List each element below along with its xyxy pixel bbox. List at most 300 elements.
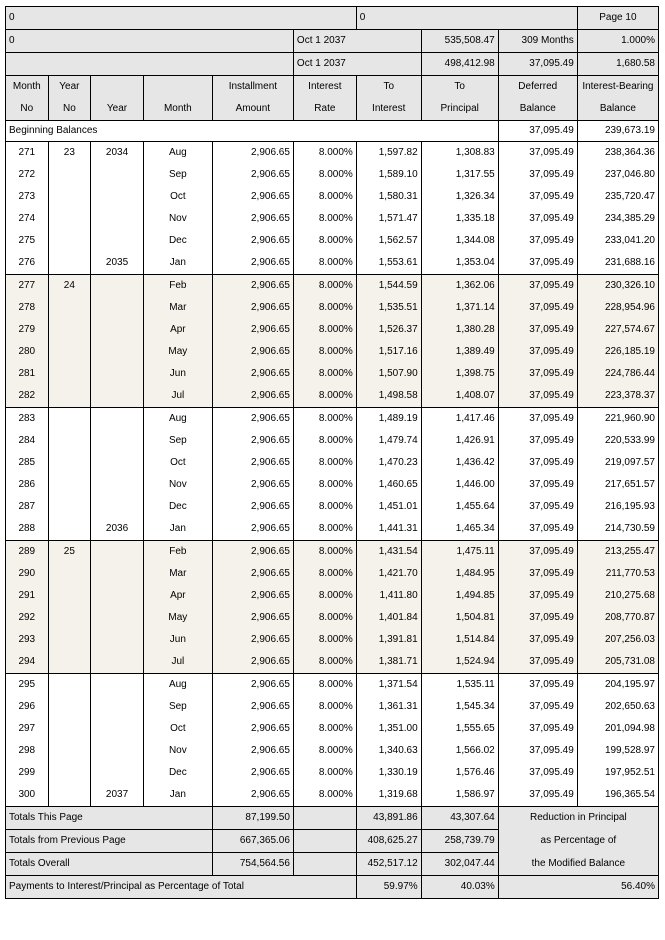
reduction-note: Reduction in Principal	[498, 807, 658, 830]
to-principal: 1,545.34	[421, 696, 498, 718]
to-interest: 1,571.47	[356, 208, 421, 230]
month: Aug	[143, 142, 212, 165]
header-date: Oct 1 2037	[293, 30, 421, 53]
header-rate: 1.000%	[577, 30, 658, 53]
year-no	[48, 385, 91, 408]
year-no	[48, 563, 91, 585]
to-interest: 1,526.37	[356, 319, 421, 341]
header-deferred: 37,095.49	[498, 53, 577, 76]
to-principal: 1,308.83	[421, 142, 498, 165]
interest-rate: 8.000%	[293, 563, 356, 585]
table-row	[6, 385, 659, 408]
month: Feb	[143, 275, 212, 298]
interest-bearing-balance: 235,720.47	[577, 186, 658, 208]
interest-bearing-balance: 226,185.19	[577, 341, 658, 363]
interest-rate: 8.000%	[293, 674, 356, 697]
deferred-balance: 37,095.49	[498, 651, 577, 674]
installment-amount: 2,906.65	[212, 585, 293, 607]
year	[91, 408, 144, 431]
year-no	[48, 208, 91, 230]
month-no: 292	[6, 607, 49, 629]
to-interest: 1,401.84	[356, 607, 421, 629]
to-interest: 1,451.01	[356, 496, 421, 518]
year	[91, 496, 144, 518]
column-header-bottom	[6, 98, 659, 121]
month-no: 300	[6, 784, 49, 807]
installment-amount: 2,906.65	[212, 164, 293, 186]
table-row	[6, 629, 659, 651]
totals-label: Totals This Page	[6, 807, 213, 830]
month: Nov	[143, 474, 212, 496]
totals-interest: 43,891.86	[356, 807, 421, 830]
column-header: Rate	[293, 98, 356, 121]
installment-amount: 2,906.65	[212, 762, 293, 784]
installment-amount: 2,906.65	[212, 385, 293, 408]
month-no: 289	[6, 541, 49, 564]
column-header: Amount	[212, 98, 293, 121]
month-no: 287	[6, 496, 49, 518]
month: Apr	[143, 585, 212, 607]
to-principal: 1,398.75	[421, 363, 498, 385]
table-row	[6, 762, 659, 784]
year	[91, 718, 144, 740]
interest-bearing-balance: 228,954.96	[577, 297, 658, 319]
year-no: 24	[48, 275, 91, 298]
installment-amount: 2,906.65	[212, 230, 293, 252]
deferred-balance: 37,095.49	[498, 629, 577, 651]
interest-rate: 8.000%	[293, 518, 356, 541]
totals-installment: 754,564.56	[212, 853, 293, 876]
deferred-balance: 37,095.49	[498, 563, 577, 585]
year	[91, 363, 144, 385]
beginning-balance: 239,673.19	[577, 121, 658, 142]
year: 2036	[91, 518, 144, 541]
table-row	[6, 518, 659, 541]
installment-amount: 2,906.65	[212, 496, 293, 518]
installment-amount: 2,906.65	[212, 275, 293, 298]
year	[91, 696, 144, 718]
totals-blank	[293, 853, 356, 876]
to-principal: 1,494.85	[421, 585, 498, 607]
installment-amount: 2,906.65	[212, 740, 293, 762]
year-no	[48, 674, 91, 697]
totals-label: Totals Overall	[6, 853, 213, 876]
column-header	[143, 76, 212, 99]
interest-rate: 8.000%	[293, 275, 356, 298]
table-row	[6, 784, 659, 807]
to-interest: 1,330.19	[356, 762, 421, 784]
to-principal: 1,484.95	[421, 563, 498, 585]
interest-bearing-balance: 234,385.29	[577, 208, 658, 230]
month-no: 278	[6, 297, 49, 319]
to-interest: 1,381.71	[356, 651, 421, 674]
column-header-top	[6, 76, 659, 99]
interest-bearing-balance: 219,097.57	[577, 452, 658, 474]
deferred-balance: 37,095.49	[498, 452, 577, 474]
year	[91, 341, 144, 363]
column-header: Installment	[212, 76, 293, 99]
totals-interest: 408,625.27	[356, 830, 421, 853]
month-no: 298	[6, 740, 49, 762]
month-no: 271	[6, 142, 49, 165]
month: Dec	[143, 496, 212, 518]
to-interest: 1,489.19	[356, 408, 421, 431]
month: May	[143, 341, 212, 363]
interest-bearing-balance: 213,255.47	[577, 541, 658, 564]
header-amount: 498,412.98	[421, 53, 498, 76]
table-row	[6, 452, 659, 474]
header-months: 309 Months	[498, 30, 577, 53]
installment-amount: 2,906.65	[212, 474, 293, 496]
deferred-balance: 37,095.49	[498, 762, 577, 784]
table-row	[6, 696, 659, 718]
table-row	[6, 208, 659, 230]
to-interest: 1,340.63	[356, 740, 421, 762]
interest-rate: 8.000%	[293, 408, 356, 431]
installment-amount: 2,906.65	[212, 784, 293, 807]
to-principal: 1,475.11	[421, 541, 498, 564]
to-interest: 1,421.70	[356, 563, 421, 585]
to-principal: 1,504.81	[421, 607, 498, 629]
interest-rate: 8.000%	[293, 430, 356, 452]
month-no: 297	[6, 718, 49, 740]
year-no	[48, 319, 91, 341]
to-interest: 1,553.61	[356, 252, 421, 275]
year-no	[48, 474, 91, 496]
amortization-table	[5, 6, 659, 899]
table-row	[6, 718, 659, 740]
table-row	[6, 164, 659, 186]
to-interest: 1,361.31	[356, 696, 421, 718]
table-row	[6, 408, 659, 431]
month: Jan	[143, 784, 212, 807]
year	[91, 275, 144, 298]
month: Mar	[143, 297, 212, 319]
installment-amount: 2,906.65	[212, 252, 293, 275]
to-interest: 1,562.57	[356, 230, 421, 252]
installment-amount: 2,906.65	[212, 718, 293, 740]
deferred-balance: 37,095.49	[498, 363, 577, 385]
to-principal: 1,426.91	[421, 430, 498, 452]
header-cell-b: 0	[356, 7, 577, 30]
deferred-balance: 37,095.49	[498, 784, 577, 807]
deferred-balance: 37,095.49	[498, 208, 577, 230]
reduction-percentage: 56.40%	[498, 876, 658, 899]
column-header: No	[6, 98, 49, 121]
page-number: Page 10	[577, 7, 658, 30]
deferred-balance: 37,095.49	[498, 297, 577, 319]
month: Sep	[143, 696, 212, 718]
deferred-balance: 37,095.49	[498, 740, 577, 762]
to-interest: 1,351.00	[356, 718, 421, 740]
year-no	[48, 408, 91, 431]
interest-rate: 8.000%	[293, 452, 356, 474]
to-interest: 1,319.68	[356, 784, 421, 807]
year-no	[48, 252, 91, 275]
to-interest: 1,479.74	[356, 430, 421, 452]
to-principal: 1,335.18	[421, 208, 498, 230]
amortization-schedule-page	[5, 6, 659, 899]
interest-rate: 8.000%	[293, 784, 356, 807]
year-no	[48, 784, 91, 807]
interest-rate: 8.000%	[293, 496, 356, 518]
to-principal: 1,353.04	[421, 252, 498, 275]
table-row	[6, 563, 659, 585]
month-no: 293	[6, 629, 49, 651]
totals-blank	[293, 830, 356, 853]
month-no: 275	[6, 230, 49, 252]
year-no	[48, 186, 91, 208]
header-row-1	[6, 7, 659, 30]
table-row	[6, 585, 659, 607]
year	[91, 297, 144, 319]
beginning-deferred: 37,095.49	[498, 121, 577, 142]
month: Oct	[143, 718, 212, 740]
header-row-2	[6, 30, 659, 53]
month: Jan	[143, 252, 212, 275]
installment-amount: 2,906.65	[212, 541, 293, 564]
column-header: To	[421, 76, 498, 99]
month-no: 272	[6, 164, 49, 186]
column-header: Balance	[577, 98, 658, 121]
totals-principal: 43,307.64	[421, 807, 498, 830]
year	[91, 474, 144, 496]
month: Mar	[143, 563, 212, 585]
to-interest: 1,391.81	[356, 629, 421, 651]
table-row	[6, 275, 659, 298]
year-no	[48, 762, 91, 784]
deferred-balance: 37,095.49	[498, 541, 577, 564]
to-principal: 1,317.55	[421, 164, 498, 186]
year-no	[48, 164, 91, 186]
to-principal: 1,535.11	[421, 674, 498, 697]
to-interest: 1,498.58	[356, 385, 421, 408]
interest-bearing-balance: 199,528.97	[577, 740, 658, 762]
year	[91, 607, 144, 629]
year	[91, 452, 144, 474]
to-principal: 1,417.46	[421, 408, 498, 431]
year	[91, 319, 144, 341]
deferred-balance: 37,095.49	[498, 430, 577, 452]
month-no: 299	[6, 762, 49, 784]
column-header	[91, 76, 144, 99]
column-header: Year	[48, 76, 91, 99]
to-principal: 1,326.34	[421, 186, 498, 208]
year-no	[48, 696, 91, 718]
interest-bearing-balance: 211,770.53	[577, 563, 658, 585]
table-row	[6, 252, 659, 275]
percentage-label: Payments to Interest/Principal as Percentage of Total	[6, 876, 357, 899]
interest-rate: 8.000%	[293, 585, 356, 607]
installment-amount: 2,906.65	[212, 363, 293, 385]
to-principal: 1,455.64	[421, 496, 498, 518]
month: Jul	[143, 385, 212, 408]
deferred-balance: 37,095.49	[498, 718, 577, 740]
installment-amount: 2,906.65	[212, 651, 293, 674]
column-header: To	[356, 76, 421, 99]
month: Sep	[143, 164, 212, 186]
month: Dec	[143, 230, 212, 252]
year	[91, 430, 144, 452]
column-header: Deferred	[498, 76, 577, 99]
to-principal: 1,362.06	[421, 275, 498, 298]
percentage-interest: 59.97%	[356, 876, 421, 899]
to-principal: 1,371.14	[421, 297, 498, 319]
year-no	[48, 585, 91, 607]
installment-amount: 2,906.65	[212, 696, 293, 718]
interest-bearing-balance: 220,533.99	[577, 430, 658, 452]
totals-interest: 452,517.12	[356, 853, 421, 876]
interest-bearing-balance: 196,365.54	[577, 784, 658, 807]
to-principal: 1,436.42	[421, 452, 498, 474]
year	[91, 563, 144, 585]
interest-rate: 8.000%	[293, 607, 356, 629]
header-row-3	[6, 53, 659, 76]
month: Dec	[143, 762, 212, 784]
totals-label: Totals from Previous Page	[6, 830, 213, 853]
interest-bearing-balance: 230,326.10	[577, 275, 658, 298]
table-row	[6, 474, 659, 496]
table-row	[6, 740, 659, 762]
to-interest: 1,517.16	[356, 341, 421, 363]
to-principal: 1,524.94	[421, 651, 498, 674]
column-header: Interest-Bearing	[577, 76, 658, 99]
installment-amount: 2,906.65	[212, 674, 293, 697]
installment-amount: 2,906.65	[212, 186, 293, 208]
year	[91, 541, 144, 564]
year: 2035	[91, 252, 144, 275]
interest-rate: 8.000%	[293, 474, 356, 496]
interest-bearing-balance: 210,275.68	[577, 585, 658, 607]
interest-rate: 8.000%	[293, 696, 356, 718]
totals-installment: 667,365.06	[212, 830, 293, 853]
totals-principal: 302,047.44	[421, 853, 498, 876]
interest-rate: 8.000%	[293, 629, 356, 651]
column-header: No	[48, 98, 91, 121]
month-no: 279	[6, 319, 49, 341]
year-no	[48, 341, 91, 363]
year	[91, 385, 144, 408]
interest-rate: 8.000%	[293, 208, 356, 230]
column-header: Principal	[421, 98, 498, 121]
table-row	[6, 230, 659, 252]
month-no: 276	[6, 252, 49, 275]
interest-bearing-balance: 223,378.37	[577, 385, 658, 408]
year-no	[48, 718, 91, 740]
to-interest: 1,580.31	[356, 186, 421, 208]
month: Aug	[143, 408, 212, 431]
installment-amount: 2,906.65	[212, 142, 293, 165]
year	[91, 762, 144, 784]
month-no: 294	[6, 651, 49, 674]
month: Oct	[143, 186, 212, 208]
deferred-balance: 37,095.49	[498, 385, 577, 408]
interest-bearing-balance: 208,770.87	[577, 607, 658, 629]
month: Oct	[143, 452, 212, 474]
year	[91, 186, 144, 208]
installment-amount: 2,906.65	[212, 208, 293, 230]
year-no	[48, 297, 91, 319]
column-header: Month	[6, 76, 49, 99]
interest-rate: 8.000%	[293, 252, 356, 275]
to-principal: 1,586.97	[421, 784, 498, 807]
month-no: 284	[6, 430, 49, 452]
year	[91, 208, 144, 230]
table-row	[6, 541, 659, 564]
header-blank	[6, 53, 294, 76]
interest-bearing-balance: 233,041.20	[577, 230, 658, 252]
month-no: 290	[6, 563, 49, 585]
deferred-balance: 37,095.49	[498, 252, 577, 275]
interest-bearing-balance: 237,046.80	[577, 164, 658, 186]
interest-bearing-balance: 231,688.16	[577, 252, 658, 275]
table-row	[6, 319, 659, 341]
to-interest: 1,589.10	[356, 164, 421, 186]
table-row	[6, 363, 659, 385]
year: 2037	[91, 784, 144, 807]
installment-amount: 2,906.65	[212, 518, 293, 541]
year	[91, 651, 144, 674]
month-no: 280	[6, 341, 49, 363]
month-no: 295	[6, 674, 49, 697]
interest-bearing-balance: 238,364.36	[577, 142, 658, 165]
column-header: Year	[91, 98, 144, 121]
month-no: 288	[6, 518, 49, 541]
interest-bearing-balance: 221,960.90	[577, 408, 658, 431]
table-row	[6, 186, 659, 208]
interest-rate: 8.000%	[293, 142, 356, 165]
totals-installment: 87,199.50	[212, 807, 293, 830]
header-date: Oct 1 2037	[293, 53, 421, 76]
interest-rate: 8.000%	[293, 541, 356, 564]
totals-overall-row	[6, 853, 659, 876]
year	[91, 585, 144, 607]
month: Feb	[143, 541, 212, 564]
deferred-balance: 37,095.49	[498, 674, 577, 697]
totals-this-page-row	[6, 807, 659, 830]
month-no: 286	[6, 474, 49, 496]
month-no: 296	[6, 696, 49, 718]
month: Aug	[143, 674, 212, 697]
interest-bearing-balance: 197,952.51	[577, 762, 658, 784]
month: Jun	[143, 629, 212, 651]
to-principal: 1,555.65	[421, 718, 498, 740]
year-no	[48, 629, 91, 651]
totals-principal: 258,739.79	[421, 830, 498, 853]
to-principal: 1,344.08	[421, 230, 498, 252]
to-principal: 1,465.34	[421, 518, 498, 541]
year-no	[48, 518, 91, 541]
installment-amount: 2,906.65	[212, 607, 293, 629]
year	[91, 740, 144, 762]
year-no	[48, 651, 91, 674]
interest-rate: 8.000%	[293, 164, 356, 186]
year	[91, 164, 144, 186]
year-no	[48, 740, 91, 762]
interest-bearing-balance: 205,731.08	[577, 651, 658, 674]
interest-bearing-balance: 227,574.67	[577, 319, 658, 341]
table-row	[6, 430, 659, 452]
deferred-balance: 37,095.49	[498, 607, 577, 629]
column-header: Interest	[356, 98, 421, 121]
interest-rate: 8.000%	[293, 385, 356, 408]
to-principal: 1,446.00	[421, 474, 498, 496]
deferred-balance: 37,095.49	[498, 275, 577, 298]
header-cell-a: 0	[6, 30, 294, 53]
to-interest: 1,470.23	[356, 452, 421, 474]
installment-amount: 2,906.65	[212, 452, 293, 474]
table-row	[6, 142, 659, 165]
